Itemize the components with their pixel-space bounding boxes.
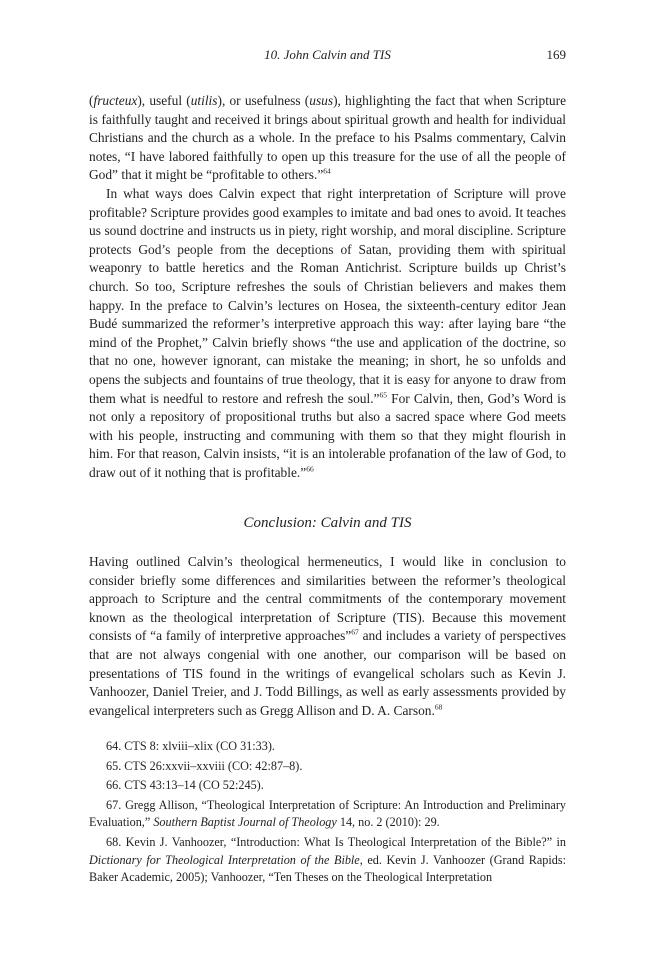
book-page — [89, 40, 567, 885]
text-run: ( — [89, 93, 94, 108]
paragraph-3 — [89, 553, 566, 720]
journal-title: Southern Baptist Journal of Theology — [153, 815, 337, 830]
text-run: In what ways does Calvin expect that right interpretation of Scripture will prove profitable? Scripture provides good examples to imitate and bad ones to avoid. It teaches us sound doctrine and instructs us in piety, right worship, and moral discipline. Scripture protects God’s people from the deceptions of Satan, providing them with spiritual weaponry to battle heretics and the Roman Antichrist. Scripture builds up Christ’s church. So too, Scripture refreshes the souls of Christian believers and makes them happy. In the preface to Calvin’s lectures on Hosea, the sixteenth-century editor Jean Budé summarized the reformer’s interpretive approach this way: after laying bare “the mind of the Prophet,” Calvin briefly shows “the use and application of the doctrine, so that no one, however ignorant, can mistake the meaning; in short, he so unfolds and opens the subjects and fountains of true theology, that it is easy for anyone to draw from them what is needful to restore and refresh the soul.” — [89, 185, 566, 406]
footnote-66: 66. CTS 43:13–14 (CO 52:245). — [106, 778, 264, 793]
text-run: 68. Kevin J. Vanhoozer, “Introduction: What Is Theological Interpretation of the Bible?” in — [106, 834, 566, 849]
paragraph-2 — [89, 185, 566, 483]
footnote-ref-67[interactable]: 67 — [351, 627, 359, 637]
text-run: ), useful ( — [137, 93, 191, 108]
footnotes — [89, 738, 566, 889]
text-run: 67. Gregg Allison, “Theological Interpretation of Scripture: An Introduction and Preliminary Evaluation,” — [89, 797, 566, 830]
main-text — [89, 92, 566, 720]
text-run: ), highlighting the fact that when Scripture is faithfully taught and received it brings about spiritual growth and health for individual Christians and the church as a whole. In the preface to his Psalms commentary, Calvin notes, “I have labored faithfully to open up this treasure for the use of all the people of God” that it might be “profitable to others.” — [89, 93, 567, 183]
section-heading: Conclusion: Calvin and TIS — [243, 515, 412, 532]
book-title: Dictionary for Theological Interpretation of the Bible — [89, 852, 360, 867]
text-run: ), or usefulness ( — [217, 93, 310, 108]
text-run: and includes a variety of perspectives that are not always congenial with one another, our comparison will be based on presentations of TIS found in the writings of evangelical scholars such as Kevin J. Vanhoozer, Daniel Treier, and J. Todd Billings, as well as early assessments provided by evangelical interpreters such as Gregg Allison and D. A. Carson. — [89, 628, 566, 718]
latin-term: utilis — [190, 93, 218, 108]
paragraph-1 — [89, 92, 566, 185]
text-run: For Calvin, then, God’s Word is not only a repository of propositional truths but also a sacred space where God meets with his people, instructing and communing with them so that they might flourish in him. For that reason, Calvin insists, “it is an intolerable profanation of the law of God, to draw out of it nothing that is profitable.” — [89, 390, 567, 480]
footnote-68 — [89, 834, 566, 887]
footnote-64: 64. CTS 8: xlviii–xlix (CO 31:33). — [106, 739, 275, 753]
page-number: 169 — [546, 47, 566, 62]
latin-term: fructeux — [93, 93, 138, 108]
text-run: 14, no. 2 (2010): 29. — [336, 815, 440, 830]
running-header — [89, 40, 566, 60]
text-run: , ed. Kevin J. Vanhoozer (Grand Rapids: Baker Academic, 2005); Vanhoozer, “Ten Theses on the Theological Interpretation — [89, 852, 566, 885]
footnote-ref-66[interactable]: 66 — [306, 464, 314, 474]
footnote-ref-65[interactable]: 65 — [379, 390, 387, 400]
text-run: Having outlined Calvin’s theological hermeneutics, I would like in conclusion to consider briefly some differences and similarities between the reformer’s theological approach to Scripture and the central commitments of the contemporary movement known as the theological interpretation of Scripture (TIS). Because this movement consists of “a family of interpretive approaches” — [89, 554, 566, 644]
running-title: 10. John Calvin and TIS — [264, 47, 391, 62]
footnote-67 — [89, 797, 566, 832]
latin-term: usus — [309, 93, 334, 108]
footnote-ref-64[interactable]: 64 — [323, 166, 331, 176]
footnote-ref-68[interactable]: 68 — [434, 702, 443, 712]
footnote-65: 65. CTS 26:xxvii–xxviii (CO: 42:87–8). — [106, 758, 303, 773]
